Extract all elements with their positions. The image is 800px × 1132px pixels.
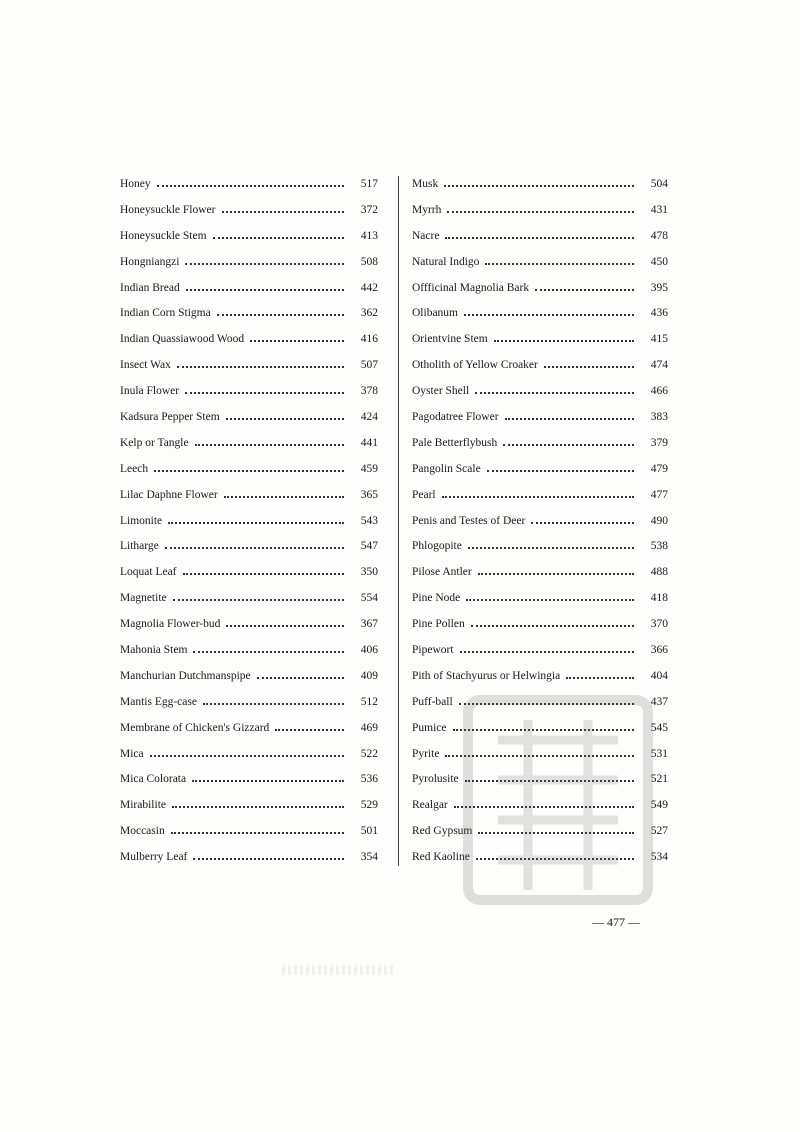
entry-term: Pilose Antler — [412, 566, 472, 579]
index-entry — [120, 767, 378, 793]
entry-page-number: 372 — [360, 203, 378, 216]
dot-leader — [226, 406, 344, 420]
index-entry — [412, 405, 668, 431]
entry-page-number: 517 — [360, 178, 378, 190]
entry-term: Honeysuckle Flower — [120, 203, 216, 216]
column-divider — [398, 176, 399, 866]
dot-leader — [177, 354, 344, 368]
entry-page-number: 466 — [650, 385, 668, 398]
index-entry — [412, 457, 668, 483]
entry-term: Hongniangzi — [120, 255, 180, 268]
entry-page-number: 442 — [360, 281, 378, 294]
entry-page-number: 378 — [360, 385, 378, 398]
entry-term: Inula Flower — [120, 385, 180, 398]
entry-page-number: 354 — [360, 851, 378, 864]
dot-leader — [165, 535, 344, 549]
entry-term: Manchurian Dutchmanspipe — [120, 669, 251, 682]
dot-leader — [478, 561, 634, 575]
entry-page-number: 543 — [360, 514, 378, 527]
dot-leader — [487, 458, 634, 472]
index-entry — [412, 664, 668, 690]
entry-term: Magnetite — [120, 592, 167, 605]
entry-term: Litharge — [120, 540, 159, 553]
index-entry — [120, 379, 378, 405]
entry-page-number: 362 — [360, 307, 378, 320]
entry-page-number: 365 — [360, 488, 378, 501]
index-entry — [412, 483, 668, 509]
entry-term: Myrrh — [412, 203, 442, 216]
dot-leader — [531, 510, 634, 524]
dot-leader — [203, 691, 344, 705]
entry-term: Puff-ball — [412, 695, 453, 708]
index-entry — [120, 716, 378, 742]
index-entry — [412, 276, 668, 302]
dot-leader — [544, 354, 634, 368]
dot-leader — [444, 173, 634, 187]
dot-leader — [157, 173, 344, 187]
dot-leader — [466, 587, 634, 601]
entry-page-number: 549 — [650, 799, 668, 812]
entry-term: Nacre — [412, 229, 440, 242]
index-entry — [120, 845, 378, 871]
entry-page-number: 409 — [360, 669, 378, 682]
entry-page-number: 477 — [650, 488, 668, 501]
entry-term: Indian Quassiawood Wood — [120, 333, 245, 346]
entry-term: Musk — [412, 178, 439, 190]
entry-term: Mica — [120, 747, 144, 760]
index-entry — [120, 742, 378, 768]
entry-term: Olibanum — [412, 307, 458, 320]
entry-term: Limonite — [120, 514, 163, 527]
page-number: — 477 — — [592, 915, 640, 929]
index-entry — [412, 327, 668, 353]
entry-term: Indian Bread — [120, 281, 180, 294]
entry-term: Pumice — [412, 721, 447, 734]
index-entry — [412, 224, 668, 250]
entry-term: Indian Corn Stigma — [120, 307, 211, 320]
dot-leader — [505, 406, 634, 420]
index-entry — [412, 509, 668, 535]
entry-page-number: 424 — [360, 411, 378, 424]
index-entry — [412, 353, 668, 379]
entry-term: Pale Betterflybush — [412, 436, 498, 449]
entry-page-number: 508 — [360, 255, 378, 268]
entry-term: Pagodatree Flower — [412, 411, 499, 424]
index-entry — [412, 638, 668, 664]
index-entry — [412, 301, 668, 327]
entry-term: Pyrolusite — [412, 773, 459, 786]
entry-page-number: 547 — [360, 540, 378, 553]
entry-page-number: 522 — [360, 747, 378, 760]
entry-term: Phlogopite — [412, 540, 462, 553]
entry-term: Membrane of Chicken's Gizzard — [120, 721, 270, 734]
dot-leader — [186, 277, 344, 291]
entry-term: Orientvine Stem — [412, 333, 488, 346]
entry-page-number: 379 — [650, 436, 668, 449]
index-entry — [120, 250, 378, 276]
entry-page-number: 416 — [360, 333, 378, 346]
dot-leader — [193, 639, 344, 653]
entry-page-number: 436 — [650, 307, 668, 320]
entry-page-number: 395 — [650, 281, 668, 294]
dot-leader — [185, 251, 344, 265]
entry-page-number: 366 — [650, 644, 668, 657]
index-entry — [120, 638, 378, 664]
dot-leader — [445, 225, 634, 239]
entry-page-number: 504 — [650, 178, 668, 190]
entry-term: Realgar — [412, 799, 448, 812]
entry-term: Loquat Leaf — [120, 566, 177, 579]
dot-leader — [171, 820, 344, 834]
index-entry — [120, 690, 378, 716]
entry-page-number: 531 — [650, 747, 668, 760]
index-entry — [412, 172, 668, 198]
entry-page-number: 404 — [650, 669, 668, 682]
dot-leader — [224, 484, 344, 498]
entry-term: Moccasin — [120, 825, 165, 838]
dot-leader — [185, 380, 344, 394]
entry-page-number: 538 — [650, 540, 668, 553]
entry-page-number: 536 — [360, 773, 378, 786]
entry-term: Natural Indigo — [412, 255, 480, 268]
entry-term: Kadsura Pepper Stem — [120, 411, 220, 424]
dot-leader — [447, 199, 634, 213]
dot-leader — [150, 743, 344, 757]
entry-page-number: 474 — [650, 359, 668, 372]
index-entry — [120, 560, 378, 586]
entry-term: Red Gypsum — [412, 825, 473, 838]
dot-leader — [250, 328, 344, 342]
entry-page-number: 350 — [360, 566, 378, 579]
index-entry — [412, 612, 668, 638]
dot-leader — [172, 794, 344, 808]
dot-leader — [226, 613, 344, 627]
index-entry — [120, 301, 378, 327]
entry-term: Pine Node — [412, 592, 461, 605]
dot-leader — [442, 484, 634, 498]
entry-page-number: 521 — [650, 773, 668, 786]
seal-stamp-icon — [458, 690, 658, 910]
index-entry — [120, 276, 378, 302]
dot-leader — [154, 458, 344, 472]
index-entry — [412, 250, 668, 276]
dot-leader — [192, 768, 344, 782]
entry-term: Pyrite — [412, 747, 440, 760]
index-entry — [120, 534, 378, 560]
entry-term: Penis and Testes of Deer — [412, 514, 526, 527]
entry-page-number: 450 — [650, 255, 668, 268]
entry-term: Honey — [120, 178, 151, 190]
entry-page-number: 545 — [650, 721, 668, 734]
entry-page-number: 554 — [360, 592, 378, 605]
entry-term: Mulberry Leaf — [120, 851, 188, 864]
entry-term: Red Kaoline — [412, 851, 470, 864]
entry-term: Leech — [120, 462, 149, 475]
dot-leader — [503, 432, 634, 446]
entry-term: Pipewort — [412, 644, 454, 657]
entry-page-number: 501 — [360, 825, 378, 838]
index-entry — [412, 586, 668, 612]
entry-page-number: 413 — [360, 229, 378, 242]
index-entry — [120, 793, 378, 819]
entry-term: Pearl — [412, 488, 436, 501]
dot-leader — [475, 380, 634, 394]
index-entry — [412, 379, 668, 405]
entry-page-number: 415 — [650, 333, 668, 346]
entry-term: Pine Pollen — [412, 618, 465, 631]
entry-page-number: 529 — [360, 799, 378, 812]
dot-leader — [566, 665, 634, 679]
index-entry — [120, 198, 378, 224]
entry-page-number: 367 — [360, 618, 378, 631]
entry-term: Lilac Daphne Flower — [120, 488, 218, 501]
index-entry — [120, 405, 378, 431]
dot-leader — [464, 302, 634, 316]
entry-page-number: 383 — [650, 411, 668, 424]
index-entry — [120, 612, 378, 638]
entry-page-number: 488 — [650, 566, 668, 579]
entry-page-number: 437 — [650, 695, 668, 708]
entry-term: Kelp or Tangle — [120, 436, 189, 449]
entry-page-number: 418 — [650, 592, 668, 605]
dot-leader — [193, 846, 344, 860]
index-entry — [120, 353, 378, 379]
dot-leader — [183, 561, 344, 575]
dot-leader — [217, 302, 344, 316]
dot-leader — [471, 613, 634, 627]
entry-term: Mahonia Stem — [120, 644, 188, 657]
dot-leader — [195, 432, 344, 446]
entry-page-number: 478 — [650, 229, 668, 242]
index-entry — [120, 327, 378, 353]
entry-term: Magnolia Flower-bud — [120, 618, 221, 631]
index-column-left — [120, 172, 378, 871]
index-entry — [120, 431, 378, 457]
index-entry — [120, 457, 378, 483]
entry-term: Pangolin Scale — [412, 462, 481, 475]
entry-page-number: 507 — [360, 359, 378, 372]
entry-term: Mantis Egg-case — [120, 695, 197, 708]
entry-page-number: 490 — [650, 514, 668, 527]
dot-leader — [275, 717, 344, 731]
entry-term: Mica Colorata — [120, 773, 187, 786]
index-entry — [412, 198, 668, 224]
entry-page-number: 406 — [360, 644, 378, 657]
index-entry — [120, 664, 378, 690]
dot-leader — [168, 510, 344, 524]
dot-leader — [468, 535, 634, 549]
scan-artifact — [282, 965, 394, 975]
dot-leader — [460, 639, 634, 653]
entry-page-number: 479 — [650, 462, 668, 475]
index-entry — [120, 586, 378, 612]
index-entry — [412, 560, 668, 586]
entry-page-number: 469 — [360, 721, 378, 734]
entry-page-number: 441 — [360, 436, 378, 449]
entry-page-number: 370 — [650, 618, 668, 631]
entry-term: Oyster Shell — [412, 385, 470, 398]
index-entry — [120, 819, 378, 845]
entry-page-number: 512 — [360, 695, 378, 708]
dot-leader — [173, 587, 344, 601]
entry-page-number: 431 — [650, 203, 668, 216]
index-entry — [120, 509, 378, 535]
dot-leader — [213, 225, 344, 239]
index-entry — [120, 483, 378, 509]
entry-term: Offficinal Magnolia Bark — [412, 281, 530, 294]
index-entry — [120, 224, 378, 250]
dot-leader — [222, 199, 345, 213]
dot-leader — [485, 251, 634, 265]
entry-page-number: 459 — [360, 462, 378, 475]
entry-term: Pith of Stachyurus or Helwingia — [412, 669, 561, 682]
index-entry — [412, 534, 668, 560]
dot-leader — [535, 277, 634, 291]
entry-page-number: 534 — [650, 851, 668, 864]
index-entry — [120, 172, 378, 198]
entry-page-number: 527 — [650, 825, 668, 838]
dot-leader — [494, 328, 634, 342]
dot-leader — [257, 665, 344, 679]
entry-term: Otholith of Yellow Croaker — [412, 359, 538, 372]
entry-term: Mirabilite — [120, 799, 166, 812]
entry-term: Insect Wax — [120, 359, 171, 372]
entry-term: Honeysuckle Stem — [120, 229, 207, 242]
index-entry — [412, 431, 668, 457]
